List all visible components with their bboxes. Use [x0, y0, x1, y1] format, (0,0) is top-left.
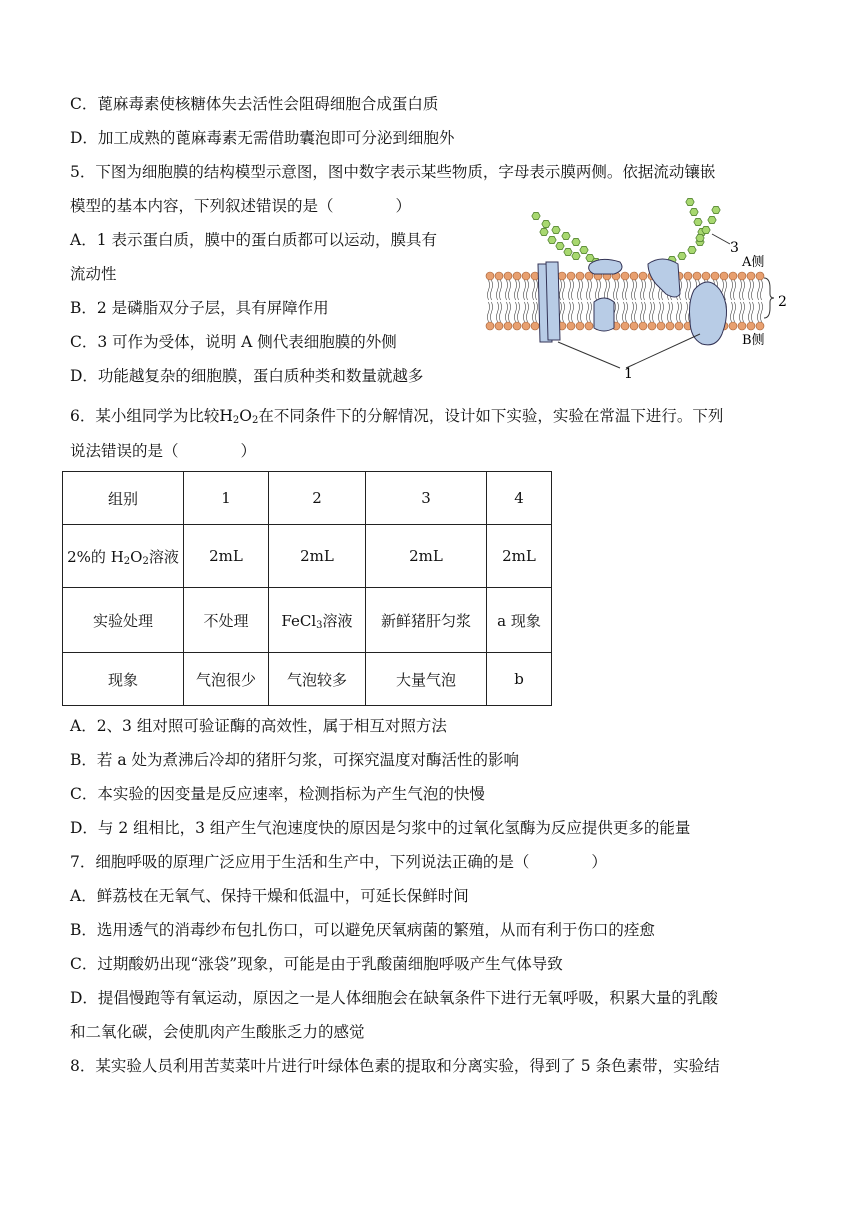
question-6-stem: 6．某小组同学为比较$H_2O_2$在不同条件下的分解情况，设计如下实验，实验在常温下进行。下列: [70, 407, 724, 426]
experiment-table: [62, 471, 552, 706]
q7-option-b: B．选用透气的消毒纱布包扎伤口，可以避免厌氧病菌的繁殖，从而有利于伤口的痊愈: [70, 921, 655, 939]
q6-option-b: B．若 a 处为煮沸后冷却的猪肝匀浆，可探究温度对酶活性的影响: [70, 751, 519, 769]
table-row: 实验处理 不处理 FeCl$_3$溶液 新鲜猪肝匀浆 a 现象: [63, 588, 552, 653]
table-row: 现象 气泡很少 气泡较多 大量气泡 b: [63, 653, 552, 706]
q5-option-b: B．2 是磷脂双分子层，具有屏障作用: [70, 299, 329, 317]
q5-option-a: A．1 表示蛋白质，膜中的蛋白质都可以运动，膜具有: [70, 231, 437, 249]
table-row: 组别 1 2 3 4: [63, 472, 552, 525]
question-7-stem: 7．细胞呼吸的原理广泛应用于生活和生产中，下列说法正确的是（ ）: [70, 853, 607, 871]
question-5-stem: 5．下图为细胞膜的结构模型示意图，图中数字表示某些物质，字母表示膜两侧。依据流动镶嵌: [70, 163, 716, 181]
q7-option-d: D．提倡慢跑等有氧运动，原因之一是人体细胞会在缺氧条件下进行无氧呼吸，积累大量的乳酸: [70, 989, 718, 1007]
q6-option-a: A．2、3 组对照可验证酶的高效性，属于相互对照方法: [70, 717, 447, 735]
label-2: 2: [778, 294, 787, 310]
q6-option-c: C．本实验的因变量是反应速率，检测指标为产生气泡的快慢: [70, 785, 485, 803]
q6-option-d: D．与 2 组相比，3 组产生气泡速度快的原因是匀浆中的过氧化氢酶为反应提供更多的能量: [70, 819, 691, 837]
option-d-q4: D．加工成熟的蓖麻毒素无需借助囊泡即可分泌到细胞外: [70, 129, 455, 147]
question-8-stem: 8．某实验人员利用苦荬菜叶片进行叶绿体色素的提取和分离实验，得到了 5 条色素带，实验结: [70, 1057, 720, 1075]
q5-option-a-cont: 流动性: [70, 265, 117, 283]
q5-option-c: C．3 可作为受体，说明 A 侧代表细胞膜的外侧: [70, 333, 397, 351]
question-5-stem-cont: 模型的基本内容，下列叙述错误的是（ ）: [70, 197, 412, 215]
membrane-proteins: [538, 259, 727, 345]
q7-option-d-cont: 和二氧化碳，会使肌肉产生酸胀乏力的感觉: [70, 1023, 365, 1041]
label-3: 3: [730, 240, 739, 256]
q7-option-c: C．过期酸奶出现“涨袋”现象，可能是由于乳酸菌细胞呼吸产生气体导致: [70, 955, 563, 973]
label-b-side: B侧: [742, 333, 765, 348]
row-label: 2%的 $H_2O_2$溶液: [63, 525, 184, 588]
q7-option-a: A．鲜荔枝在无氧气、保持干燥和低温中，可延长保鲜时间: [70, 887, 469, 905]
label-a-side: A侧: [742, 255, 765, 270]
option-c-q4: C．蓖麻毒素使核糖体失去活性会阻碍细胞合成蛋白质: [70, 95, 439, 113]
cell-membrane-diagram: [480, 192, 800, 384]
sugar-chains: [532, 198, 720, 265]
table-row: 2%的 $H_2O_2$溶液 2mL 2mL 2mL 2mL: [63, 525, 552, 588]
q5-option-d: D．功能越复杂的细胞膜，蛋白质种类和数量就越多: [70, 367, 424, 385]
label-1: 1: [624, 366, 633, 382]
question-6-stem-cont: 说法错误的是（ ）: [70, 442, 257, 460]
